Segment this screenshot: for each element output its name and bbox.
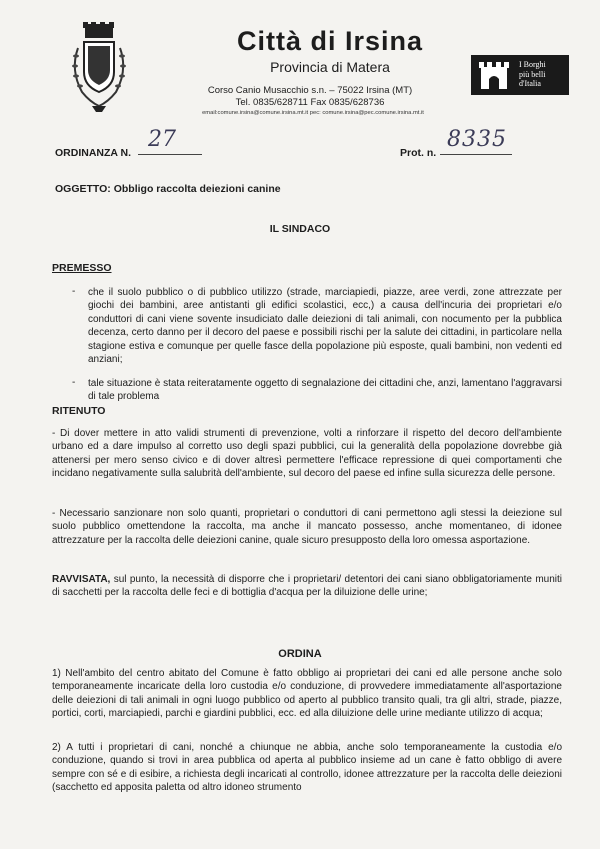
ravvisata-text: sul punto, la necessità di disporre che i proprietari/ detentori dei cani siano obbligatoriamente muniti di sacchetti per la raccolta delle feci e di bottiglia d'acqua per la diluizione delle urine; bbox=[52, 574, 562, 599]
bullet-dash: - bbox=[72, 377, 76, 388]
city-crest-icon bbox=[68, 20, 130, 116]
borghi-badge bbox=[471, 55, 569, 95]
ordinanza-number: 27 bbox=[148, 127, 176, 152]
ritenuto-paragraph-1: - Di dover mettere in atto validi strumenti di prevenzione, volti a rinforzare il rispetto del decoro dell'ambiente urbano ed a dare impulso al corretto uso degli spazi pubblici, cui la generalità della popolazione dovrebbe già attenersi per mero senso civico e di dover altresì permettere l'efficace repressione di quei comportamenti che incidano negativamente sulla salubrità dell'ambiente, sul decoro del paese ed infine sulla sicurezza delle persone. bbox=[52, 428, 562, 480]
ordinanza-label: ORDINANZA N. bbox=[55, 147, 132, 159]
badge-text: I Borghi più belli d'Italia bbox=[519, 60, 546, 88]
premesso-item-2: tale situazione è stata reiteratamente oggetto di segnalazione dei cittadini che, anzi, lamentano l'aggravarsi di tale problema bbox=[88, 378, 562, 403]
ravvisata-lead: RAVVISATA, bbox=[52, 574, 111, 585]
province-name: Provincia di Matera bbox=[270, 59, 390, 75]
city-title: Città di Irsina bbox=[236, 26, 424, 56]
address-line: Corso Canio Musacchio s.n. – 75022 Irsina (MT) bbox=[207, 85, 413, 96]
premesso-heading: PREMESSO bbox=[52, 262, 112, 274]
ravvisata-paragraph bbox=[52, 573, 562, 600]
address-block bbox=[160, 85, 460, 109]
ritenuto-paragraph-2: - Necessario sanzionare non solo quanti, proprietari o conduttori di cani permettono agli stessi la deiezione sul suolo pubblico omettendone la raccolta, ma anche il mancato possesso, anche momentaneo, di idonee attrezzature per la raccolta delle deiezioni canine, quale sicuro presupposto della loro omessa asportazione. bbox=[52, 508, 562, 546]
email-line: email:comune.irsina@comune.irsina.mt.it pec: comune.irsina@pec.comune.irsina.mt.it bbox=[202, 110, 424, 116]
bullet-dash: - bbox=[72, 286, 76, 297]
ordina-point-1: 1) Nell'ambito del centro abitato del Comune è fatto obbligo ai proprietari dei cani ed alle persone anche solo temporaneamente incaricate della loro custodia e/o conduzione, di provvedere immediatamente all'asportazione delle deiezioni di tali animali in ogni luogo pubblico od aperto al pubblico transito quali, tra gli altri, strade, piazze, portici, corti, marciapiedi, parchi e giardini pubblici, ecc. ed alla diluizione delle urine mediante utilizzo di acqua; bbox=[52, 668, 562, 720]
premesso-item-1: che il suolo pubblico o di pubblico utilizzo (strade, marciapiedi, piazze, aree verdi, zone attrezzate per giochi dei bambini, aree antistanti gli edifici scolastici, ecc,) a causa dell'incuria dei proprietari e/o conduttori di cani viene sovente insudiciato dalle deiezioni di tali animali, con nocumento per la pubblica decenza, certo danno per il decoro del paese e possibili rischi per la salute dei cittadini, in particolare nella stagione estiva e comunque per quelle fasce della popolazione più esposte, quali bambini, non vedenti ed anziani; bbox=[88, 287, 562, 366]
ordina-heading: ORDINA bbox=[278, 648, 322, 660]
phone-fax-line: Tel. 0835/628711 Fax 0835/628736 bbox=[235, 97, 385, 108]
il-sindaco-heading: IL SINDACO bbox=[269, 223, 331, 235]
ordina-point-2: 2) A tutti i proprietari di cani, nonché a chiunque ne abbia, anche solo temporaneamente la custodia e/o conduzione, quando si trovi in area pubblica od aperta al pubblico insieme ad un cane è fatto obbligo di avere sempre con sé e di esibire, a richiesta degli incaricati al controllo, idonee attrezzature per la raccolta delle deiezioni (sacchetto ed apposita paletta od altro idoneo strumento bbox=[52, 742, 562, 794]
ritenuto-heading: RITENUTO bbox=[52, 405, 106, 417]
prot-label: Prot. n. bbox=[400, 147, 437, 159]
prot-underline bbox=[440, 154, 512, 155]
subject-line: OGGETTO: Obbligo raccolta deiezioni canine bbox=[55, 183, 281, 195]
castle-icon bbox=[477, 59, 511, 91]
prot-number: 8335 bbox=[447, 127, 507, 152]
ordinanza-underline bbox=[138, 154, 202, 155]
